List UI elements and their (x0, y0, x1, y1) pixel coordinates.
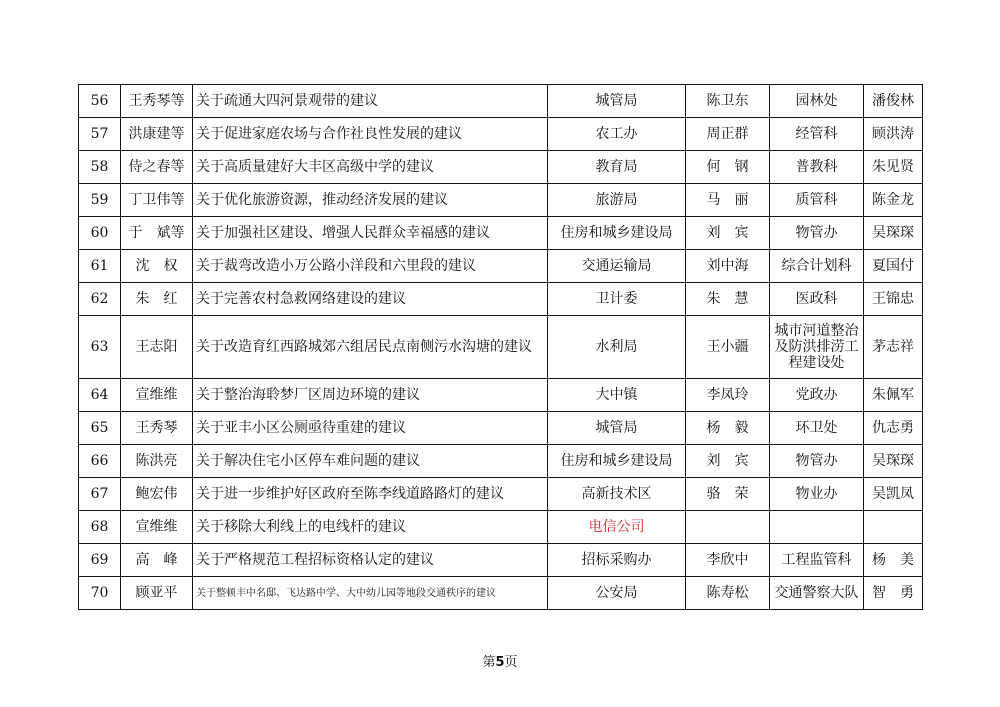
row-number: 68 (79, 511, 121, 544)
table-row (79, 85, 923, 118)
page-number: 5 (495, 655, 505, 670)
proposer-cell: 陈洪亮 (121, 445, 193, 478)
table-row (79, 118, 923, 151)
responsible-person-cell: 杨 毅 (686, 412, 770, 445)
proposer-cell: 顾亚平 (121, 577, 193, 610)
responsible-person-cell: 马 丽 (686, 184, 770, 217)
contact-person-cell: 智 勇 (864, 577, 923, 610)
proposal-title-cell: 关于整顿丰中名邸、飞达路中学、大中幼儿园等地段交通秩序的建议 (193, 577, 548, 610)
proposal-title-cell: 关于高质量建好大丰区高级中学的建议 (193, 151, 548, 184)
handling-dept-cell: 普教科 (770, 151, 864, 184)
proposer-cell: 王秀琴等 (121, 85, 193, 118)
handling-dept-cell (770, 511, 864, 544)
handling-dept-cell: 工程监管科 (770, 544, 864, 577)
handling-unit-cell: 城管局 (548, 412, 686, 445)
proposal-title-cell: 关于优化旅游资源，推动经济发展的建议 (193, 184, 548, 217)
table-row (79, 445, 923, 478)
proposer-cell: 侍之春等 (121, 151, 193, 184)
proposal-title-cell: 关于严格规范工程招标资格认定的建议 (193, 544, 548, 577)
proposer-cell: 丁卫伟等 (121, 184, 193, 217)
table-row (79, 250, 923, 283)
handling-dept-cell: 物管办 (770, 445, 864, 478)
proposer-cell: 鲍宏伟 (121, 478, 193, 511)
handling-unit-cell: 教育局 (548, 151, 686, 184)
handling-unit-cell: 农工办 (548, 118, 686, 151)
handling-unit-cell: 大中镇 (548, 379, 686, 412)
row-number: 57 (79, 118, 121, 151)
contact-person-cell: 潘俊林 (864, 85, 923, 118)
table-row (79, 577, 923, 610)
handling-unit-cell: 住房和城乡建设局 (548, 217, 686, 250)
handling-unit-cell: 公安局 (548, 577, 686, 610)
handling-unit-cell: 住房和城乡建设局 (548, 445, 686, 478)
handling-dept-cell: 综合计划科 (770, 250, 864, 283)
handling-dept-cell: 物管办 (770, 217, 864, 250)
proposal-title-cell: 关于整治海聆梦厂区周边环境的建议 (193, 379, 548, 412)
handling-dept-cell: 物业办 (770, 478, 864, 511)
handling-unit-cell: 水利局 (548, 316, 686, 379)
proposal-title-cell: 关于加强社区建设、增强人民群众幸福感的建议 (193, 217, 548, 250)
responsible-person-cell: 陈卫东 (686, 85, 770, 118)
proposer-cell: 洪康建等 (121, 118, 193, 151)
proposer-cell: 于 斌等 (121, 217, 193, 250)
contact-person-cell: 王锦忠 (864, 283, 923, 316)
table-row (79, 412, 923, 445)
responsible-person-cell: 骆 荣 (686, 478, 770, 511)
row-number: 58 (79, 151, 121, 184)
handling-unit-cell: 交通运输局 (548, 250, 686, 283)
row-number: 63 (79, 316, 121, 379)
proposer-cell: 王志阳 (121, 316, 193, 379)
proposal-table-container (78, 84, 923, 610)
contact-person-cell: 杨 美 (864, 544, 923, 577)
row-number: 69 (79, 544, 121, 577)
row-number: 61 (79, 250, 121, 283)
proposal-title-cell: 关于促进家庭农场与合作社良性发展的建议 (193, 118, 548, 151)
proposer-cell: 沈 权 (121, 250, 193, 283)
handling-unit-cell: 卫计委 (548, 283, 686, 316)
responsible-person-cell: 李凤玲 (686, 379, 770, 412)
table-row (79, 184, 923, 217)
proposer-cell: 宣维维 (121, 511, 193, 544)
handling-dept-cell: 交通警察大队 (770, 577, 864, 610)
responsible-person-cell: 刘中海 (686, 250, 770, 283)
proposal-title-cell: 关于完善农村急救网络建设的建议 (193, 283, 548, 316)
row-number: 60 (79, 217, 121, 250)
handling-dept-cell: 经管科 (770, 118, 864, 151)
contact-person-cell: 吴琛琛 (864, 445, 923, 478)
handling-dept-cell: 园林处 (770, 85, 864, 118)
proposal-title-cell: 关于进一步维护好区政府至陈李线道路路灯的建议 (193, 478, 548, 511)
contact-person-cell (864, 511, 923, 544)
contact-person-cell: 茅志祥 (864, 316, 923, 379)
row-number: 67 (79, 478, 121, 511)
responsible-person-cell: 刘 宾 (686, 445, 770, 478)
handling-unit-cell: 高新技术区 (548, 478, 686, 511)
proposal-title-cell: 关于解决住宅小区停车难问题的建议 (193, 445, 548, 478)
handling-unit-cell: 旅游局 (548, 184, 686, 217)
table-row (79, 151, 923, 184)
proposal-title-cell: 关于疏通大四河景观带的建议 (193, 85, 548, 118)
responsible-person-cell: 李欣中 (686, 544, 770, 577)
page-suffix: 页 (504, 655, 518, 670)
proposal-table-body (79, 85, 923, 610)
handling-dept-cell: 医政科 (770, 283, 864, 316)
handling-dept-cell: 党政办 (770, 379, 864, 412)
proposer-cell: 王秀琴 (121, 412, 193, 445)
responsible-person-cell (686, 511, 770, 544)
proposer-cell: 宣维维 (121, 379, 193, 412)
row-number: 62 (79, 283, 121, 316)
table-row (79, 316, 923, 379)
contact-person-cell: 吴琛琛 (864, 217, 923, 250)
responsible-person-cell: 陈寿松 (686, 577, 770, 610)
handling-unit-cell: 电信公司 (548, 511, 686, 544)
responsible-person-cell: 王小疆 (686, 316, 770, 379)
handling-dept-cell: 环卫处 (770, 412, 864, 445)
contact-person-cell: 朱见贤 (864, 151, 923, 184)
row-number: 66 (79, 445, 121, 478)
proposal-table (78, 84, 923, 610)
handling-unit-cell: 招标采购办 (548, 544, 686, 577)
contact-person-cell: 夏国付 (864, 250, 923, 283)
contact-person-cell: 朱佩军 (864, 379, 923, 412)
table-row (79, 544, 923, 577)
responsible-person-cell: 刘 宾 (686, 217, 770, 250)
contact-person-cell: 仇志勇 (864, 412, 923, 445)
contact-person-cell: 顾洪涛 (864, 118, 923, 151)
row-number: 70 (79, 577, 121, 610)
proposer-cell: 朱 红 (121, 283, 193, 316)
table-row (79, 511, 923, 544)
page-footer (0, 651, 1000, 670)
proposal-title-cell: 关于亚丰小区公厕亟待重建的建议 (193, 412, 548, 445)
proposal-title-cell: 关于裁弯改造小万公路小洋段和六里段的建议 (193, 250, 548, 283)
table-row (79, 379, 923, 412)
page-prefix: 第 (482, 655, 496, 670)
handling-unit-cell: 城管局 (548, 85, 686, 118)
row-number: 56 (79, 85, 121, 118)
table-row (79, 283, 923, 316)
row-number: 65 (79, 412, 121, 445)
responsible-person-cell: 周正群 (686, 118, 770, 151)
handling-dept-cell: 质管科 (770, 184, 864, 217)
responsible-person-cell: 何 钢 (686, 151, 770, 184)
proposer-cell: 高 峰 (121, 544, 193, 577)
proposal-title-cell: 关于移除大利线上的电线杆的建议 (193, 511, 548, 544)
contact-person-cell: 陈金龙 (864, 184, 923, 217)
table-row (79, 478, 923, 511)
contact-person-cell: 吴凯凤 (864, 478, 923, 511)
handling-dept-cell: 城市河道整治及防洪排涝工程建设处 (770, 316, 864, 379)
row-number: 59 (79, 184, 121, 217)
row-number: 64 (79, 379, 121, 412)
table-row (79, 217, 923, 250)
responsible-person-cell: 朱 慧 (686, 283, 770, 316)
proposal-title-cell: 关于改造育红西路城郊六组居民点南侧污水沟塘的建议 (193, 316, 548, 379)
